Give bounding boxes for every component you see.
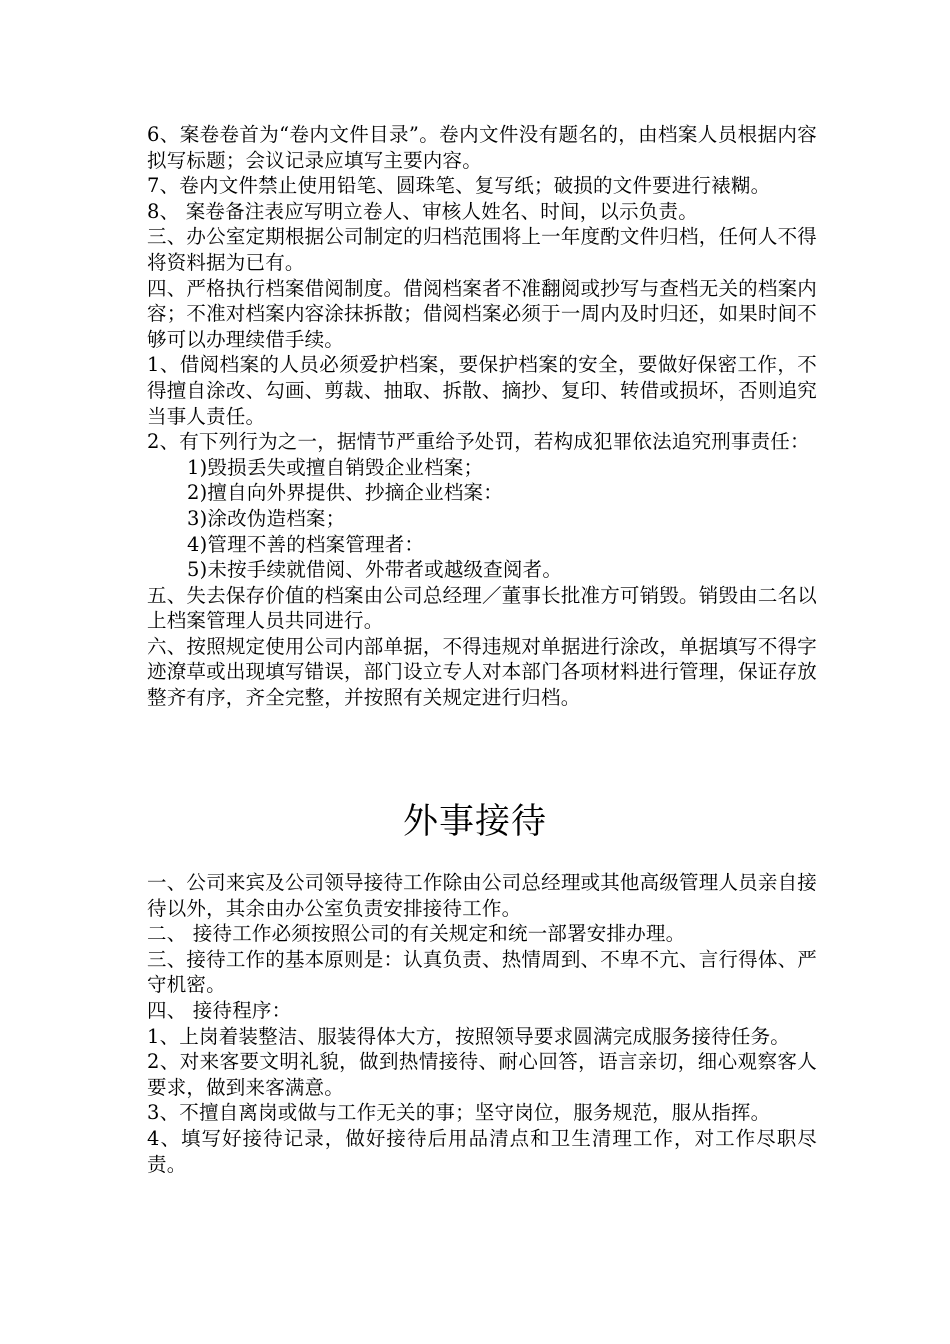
paragraph: 8、 案卷备注表应写明立卷人、审核人姓名、时间，以示负责。 xyxy=(147,199,698,223)
reception-rules-section xyxy=(147,870,817,1177)
violation-item: 2)擅自向外界提供、抄摘企业档案： xyxy=(187,481,503,505)
paragraph: 6、案卷卷首为“卷内文件目录”。卷内文件没有题名的，由档案人员根据内容拟写标题；会议记录应填写主要内容。 xyxy=(147,123,817,172)
paragraph: 四、严格执行档案借阅制度。借阅档案者不准翻阅或抄写与查档无关的档案内容；不准对档案内容涂抹拆散；借阅档案必须于一周内及时归还，如果时间不够可以办理续借手续。 xyxy=(147,276,817,351)
paragraph: 1、借阅档案的人员必须爱护档案，要保护档案的安全，要做好保密工作，不得擅自涂改、勾画、剪裁、抽取、拆散、摘抄、复印、转借或损坏，否则追究当事人责任。 xyxy=(147,353,817,428)
paragraph: 1、上岗着装整洁、服装得体大方，按照领导要求圆满完成服务接待任务。 xyxy=(147,1024,791,1048)
violation-item: 4)管理不善的档案管理者： xyxy=(187,532,425,556)
violation-item: 3)涂改伪造档案； xyxy=(187,506,346,530)
violation-item: 1)毁损丢失或擅自销毁企业档案； xyxy=(187,455,484,479)
paragraph: 六、按照规定使用公司内部单据，不得违规对单据进行涂改，单据填写不得字迹潦草或出现填写错误，部门设立专人对本部门各项材料进行管理，保证存放整齐有序，齐全完整，并按照有关规定进行归档。 xyxy=(147,634,817,710)
paragraph: 2、对来客要文明礼貌，做到热情接待、耐心回答，语言亲切，细心观察客人要求，做到来客满意。 xyxy=(147,1050,817,1099)
paragraph: 三、接待工作的基本原则是：认真负责、热情周到、不卑不亢、言行得体、严守机密。 xyxy=(147,947,817,997)
paragraph: 2、有下列行为之一，据情节严重给予处罚，若构成犯罪依法追究刑事责任： xyxy=(147,430,810,454)
section-title: 外事接待 xyxy=(402,802,547,842)
paragraph: 四、 接待程序： xyxy=(147,998,292,1022)
paragraph: 三、办公室定期根据公司制定的归档范围将上一年度酌文件归档，任何人不得将资料据为已有。 xyxy=(147,225,817,274)
paragraph: 五、失去保存价值的档案由公司总经理／董事长批准方可销毁。销毁由二名以上档案管理人员共同进行。 xyxy=(147,583,817,633)
archive-rules-section xyxy=(147,122,817,711)
paragraph: 二、 接待工作必须按照公司的有关规定和统一部署安排办理。 xyxy=(147,922,686,946)
paragraph: 3、不擅自离岗或做与工作无关的事；坚守岗位，服务规范，服从指挥。 xyxy=(147,1101,771,1125)
paragraph: 一、公司来宾及公司领导接待工作除由公司总经理或其他高级管理人员亲自接待以外，其余由办公室负责安排接待工作。 xyxy=(147,871,817,920)
paragraph: 4、填写好接待记录，做好接待后用品清点和卫生清理工作，对工作尽职尽责。 xyxy=(147,1126,817,1176)
paragraph: 7、卷内文件禁止使用铅笔、圆珠笔、复写纸；破损的文件要进行裱糊。 xyxy=(147,174,771,198)
violation-item: 5)未按手续就借阅、外带者或越级查阅者。 xyxy=(187,558,563,582)
